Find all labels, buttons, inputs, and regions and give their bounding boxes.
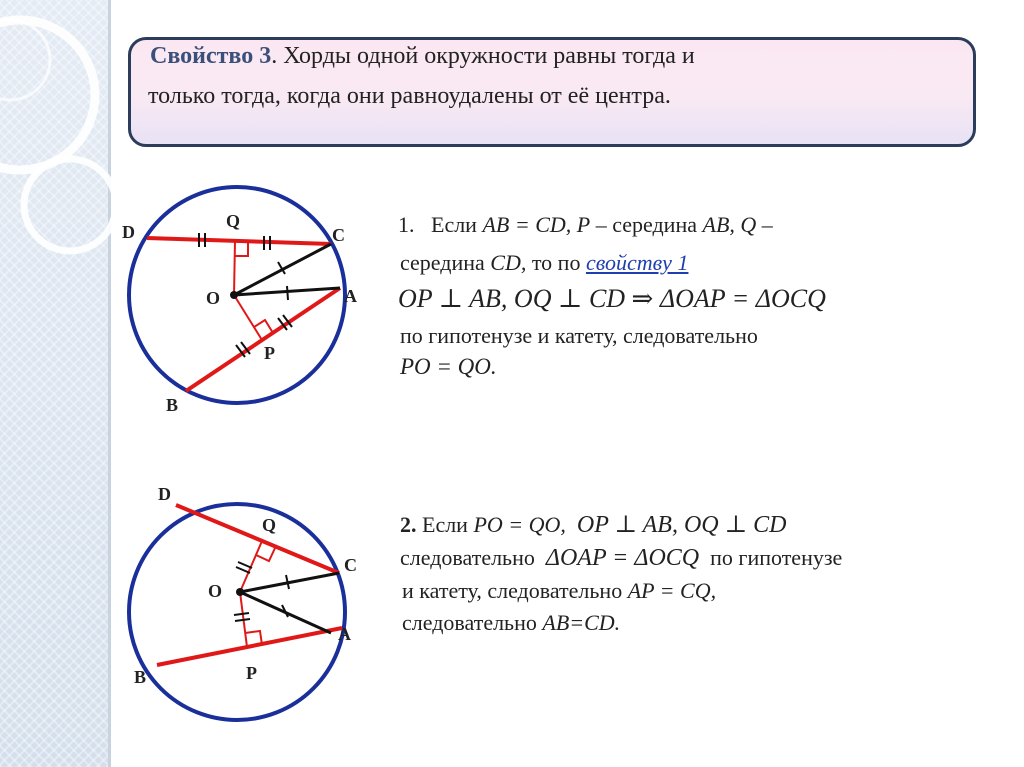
property-1-link[interactable]: свойству 1 [585,250,689,275]
part1-math-2: PO = QO. [400,354,497,379]
label-a-1: A [344,286,357,306]
property-label: Свойство 3 [150,43,272,69]
part1-line1: 1. Если AB = CD, P – середина AB, Q – [398,212,773,237]
right-angle-q [235,241,248,256]
title-line-1: Свойство 3. Хорды одной окружности равны тогда и [150,43,695,69]
segment-oc-2 [240,573,339,592]
label-p-1: P [264,343,275,363]
part2-line2: следовательно ΔOAP = ΔOCQ по гипотенузе [400,545,843,571]
label-c-1: C [332,225,345,245]
title-line-2: только тогда, когда они равноудалены от её центра. [148,83,671,109]
part1-math-1: OP ⊥ AB, OQ ⊥ CD ⇒ ΔOAP = ΔOCQ [398,284,826,313]
chord-ba-2 [157,628,342,665]
label-q-1: Q [226,211,241,231]
center-o-1 [230,291,238,299]
center-o-2 [236,588,244,596]
part1-line4: по гипотенузе и катету, следовательно [400,323,758,348]
part2-line4: следовательно AB=CD. [402,610,621,635]
label-d-1: D [122,222,135,242]
circle-2 [129,504,345,720]
label-o-2: O [208,581,223,601]
label-a-2: A [338,624,351,644]
part2-line3: и катету, следовательно AP = CQ, [402,578,717,603]
label-c-2: C [344,555,357,575]
part1-line2: середина CD, то по свойству 1 [400,250,689,275]
label-o-1: O [206,288,221,308]
chord-dc [147,238,331,244]
part2-line1: 2. Если PO = QO, OP ⊥ AB, OQ ⊥ CD [400,512,787,538]
label-q-2: Q [262,515,277,535]
label-p-2: P [246,663,257,683]
label-b-2: B [134,667,147,687]
diagram-2 [110,478,380,758]
label-b-1: B [166,395,179,415]
diagram-1 [110,180,380,430]
label-d-2: D [158,484,171,504]
segment-op [234,295,262,340]
segment-oq [234,241,235,295]
